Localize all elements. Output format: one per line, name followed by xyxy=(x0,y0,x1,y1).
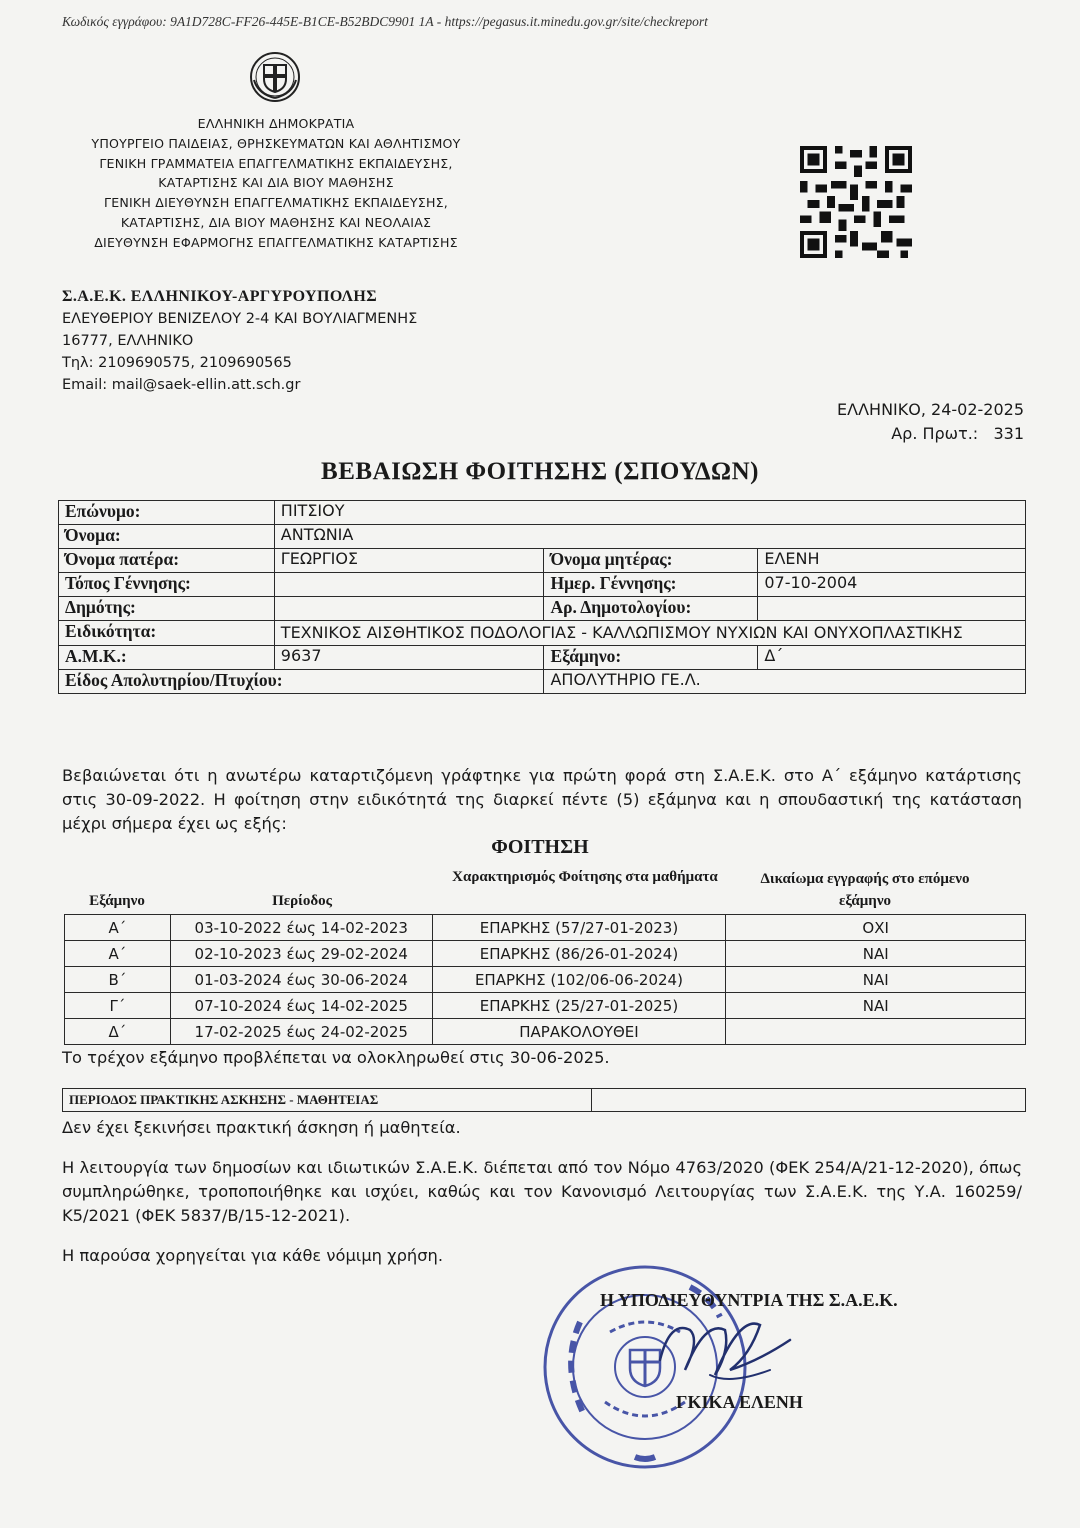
protocol-label: Αρ. Πρωτ.: xyxy=(891,424,979,443)
birthdate-value: 07-10-2004 xyxy=(758,573,1026,597)
name-value: ΑΝΤΩΝΙΑ xyxy=(274,525,1025,549)
row-right: ΟΧΙ xyxy=(726,915,1026,941)
row-semester: Α΄ xyxy=(65,941,171,967)
table-row xyxy=(59,621,1026,646)
ministry-line: ΓΕΝΙΚΗ ΔΙΕΥΘΥΝΣΗ ΕΠΑΓΓΕΛΜΑΤΙΚΗΣ ΕΚΠΑΙΔΕΥΣΗΣ, xyxy=(104,195,448,211)
father-value: ΓΕΩΡΓΙΟΣ xyxy=(274,549,544,573)
school-address: ΕΛΕΥΘΕΡΙΟΥ ΒΕΝΙΖΕΛΟΥ 2-4 ΚΑΙ ΒΟΥΛΙΑΓΜΕΝΗΣ xyxy=(62,311,418,327)
school-email: Email: mail@saek-ellin.att.sch.gr xyxy=(62,377,301,393)
registry-value xyxy=(758,597,1026,621)
table-row xyxy=(63,1089,1026,1112)
row-period: 01-03-2024 έως 30-06-2024 xyxy=(170,967,432,993)
signatory-name: ΓΚΙΚΑ ΕΛΕΝΗ xyxy=(676,1392,803,1412)
father-label: Όνομα πατέρα: xyxy=(59,549,275,573)
table-row xyxy=(59,573,1026,597)
table-row xyxy=(65,967,1026,993)
row-right xyxy=(726,1019,1026,1045)
protocol-number: 331 xyxy=(993,424,1024,443)
practice-heading: ΠΕΡΙΟΔΟΣ ΠΡΑΚΤΙΚΗΣ ΑΣΚΗΣΗΣ - ΜΑΘΗΤΕΙΑΣ xyxy=(63,1089,592,1112)
col-period-header: Περίοδος xyxy=(272,893,332,909)
school-phone: Τηλ: 2109690575, 2109690565 xyxy=(62,355,292,371)
row-period: 07-10-2024 έως 14-02-2025 xyxy=(170,993,432,1019)
attendance-heading: ΦΟΙΤΗΣΗ xyxy=(491,836,589,858)
date-block xyxy=(837,398,1024,446)
amk-value: 9637 xyxy=(274,646,544,670)
signatory-title: Η ΥΠΟΔΙΕΥΘΥΝΤΡΙΑ ΤΗΣ Σ.Α.Ε.Κ. xyxy=(600,1290,898,1310)
protocol-line xyxy=(837,422,1024,446)
school-info xyxy=(62,286,417,396)
document-code: Κωδικός εγγράφου: 9A1D728C-FF26-445E-B1CE-B52BDC9901 1A - https://pegasus.it.minedu.gov.gr/site/checkreport xyxy=(62,14,708,29)
ministry-header xyxy=(52,114,500,253)
table-row xyxy=(65,915,1026,941)
student-info-table xyxy=(58,500,1026,694)
table-row xyxy=(59,646,1026,670)
row-semester: Γ΄ xyxy=(65,993,171,1019)
table-row xyxy=(65,1019,1026,1045)
mother-value: ΕΛΕΝΗ xyxy=(758,549,1026,573)
qr-code-icon[interactable] xyxy=(800,146,912,258)
surname-value: ΠΙΤΣΙΟΥ xyxy=(274,501,1025,525)
birthplace-label: Τόπος Γέννησης: xyxy=(59,573,275,597)
row-status: ΕΠΑΡΚΗΣ (57/27-01-2023) xyxy=(432,915,726,941)
semester-end-note: Το τρέχον εξάμηνο προβλέπεται να ολοκληρωθεί στις 30-06-2025. xyxy=(62,1048,610,1067)
birthdate-label: Ημερ. Γέννησης: xyxy=(544,573,758,597)
table-row xyxy=(59,670,1026,694)
usage-note: Η παρούσα χορηγείται για κάθε νόμιμη χρήση. xyxy=(62,1246,444,1265)
diploma-value: ΑΠΟΛΥΤΗΡΙΟ ΓΕ.Λ. xyxy=(544,670,1026,694)
row-period: 17-02-2025 έως 24-02-2025 xyxy=(170,1019,432,1045)
row-semester: Δ΄ xyxy=(65,1019,171,1045)
registry-label: Αρ. Δημοτολογίου: xyxy=(544,597,758,621)
citizen-label: Δημότης: xyxy=(59,597,275,621)
ministry-line: ΚΑΤΑΡΤΙΣΗΣ, ΔΙΑ ΒΙΟΥ ΜΑΘΗΣΗΣ ΚΑΙ ΝΕΟΛΑΙΑΣ xyxy=(120,214,432,230)
table-row xyxy=(59,549,1026,573)
page-title: ΒΕΒΑΙΩΣΗ ΦΟΙΤΗΣΗΣ (ΣΠΟΥΔΩΝ) xyxy=(321,458,759,485)
row-right: ΝΑΙ xyxy=(726,941,1026,967)
row-status: ΕΠΑΡΚΗΣ (86/26-01-2024) xyxy=(432,941,726,967)
table-row xyxy=(59,525,1026,549)
citizen-value xyxy=(274,597,544,621)
row-status: ΠΑΡΑΚΟΛΟΥΘΕΙ xyxy=(432,1019,726,1045)
row-right: ΝΑΙ xyxy=(726,967,1026,993)
ministry-line: ΔΙΕΥΘΥΝΣΗ ΕΦΑΡΜΟΓΗΣ ΕΠΑΓΓΕΛΜΑΤΙΚΗΣ ΚΑΤΑΡΤΙΣΗΣ xyxy=(94,234,458,250)
row-right: ΝΑΙ xyxy=(726,993,1026,1019)
mother-label: Όνομα μητέρας: xyxy=(544,549,758,573)
certification-paragraph: Βεβαιώνεται ότι η ανωτέρω καταρτιζόμενη γράφτηκε για πρώτη φορά στη Σ.Α.Ε.Κ. στο Α΄ εξάμηνο κατάρτισης στις 30-09-2022. Η φοίτηση στην ειδικότητά της διαρκεί πέντε (5) εξάμηνα και η σπουδαστική της κατάσταση μέχρι σήμερα έχει ως εξής: xyxy=(62,766,1022,833)
col-semester-header: Εξάμηνο xyxy=(89,893,145,909)
specialty-label: Ειδικότητα: xyxy=(59,621,275,646)
practice-table xyxy=(62,1088,1026,1112)
place-date: ΕΛΛΗΝΙΚΟ, 24-02-2025 xyxy=(837,400,1024,419)
name-label: Όνομα: xyxy=(59,525,275,549)
school-name: Σ.Α.Ε.Κ. ΕΛΛΗΝΙΚΟΥ-ΑΡΓΥΡΟΥΠΟΛΗΣ xyxy=(62,288,378,305)
table-row xyxy=(65,941,1026,967)
surname-label: Επώνυμο: xyxy=(59,501,275,525)
ministry-line: ΚΑΤΑΡΤΙΣΗΣ ΚΑΙ ΔΙΑ ΒΙΟΥ ΜΑΘΗΣΗΣ xyxy=(158,175,394,191)
col-status-header: Χαρακτηρισμός Φοίτησης στα μαθήματα xyxy=(452,869,718,885)
table-row xyxy=(65,993,1026,1019)
school-postal: 16777, ΕΛΛΗΝΙΚΟ xyxy=(62,333,194,349)
greek-emblem-icon xyxy=(248,50,302,104)
birthplace-value xyxy=(274,573,544,597)
semester-value: Δ΄ xyxy=(758,646,1026,670)
row-period: 02-10-2023 έως 29-02-2024 xyxy=(170,941,432,967)
ministry-line: ΓΕΝΙΚΗ ΓΡΑΜΜΑΤΕΙΑ ΕΠΑΓΓΕΛΜΑΤΙΚΗΣ ΕΚΠΑΙΔΕΥΣΗΣ, xyxy=(99,155,453,171)
semester-label: Εξάμηνο: xyxy=(544,646,758,670)
col-right-header: Δικαίωμα εγγραφής στο επόμενο εξάμηνο xyxy=(760,871,970,909)
row-period: 03-10-2022 έως 14-02-2023 xyxy=(170,915,432,941)
row-semester: Β΄ xyxy=(65,967,171,993)
ministry-line: ΕΛΛΗΝΙΚΗ ΔΗΜΟΚΡΑΤΙΑ xyxy=(197,116,355,131)
legal-paragraph: Η λειτουργία των δημοσίων και ιδιωτικών Σ.Α.Ε.Κ. διέπεται από τον Νόμο 4763/2020 (ΦΕΚ 254/Α/21-12-2020), όπως συμπληρώθηκε, τροποποιήθηκε και ισχύει, καθώς και τον Κανονισμό Λειτουργίας των Σ.Α.Ε.Κ. της Υ.Α. 160259/Κ5/2021 (ΦΕΚ 5837/Β/15-12-2021). xyxy=(62,1158,1022,1225)
ministry-line: ΥΠΟΥΡΓΕΙΟ ΠΑΙΔΕΙΑΣ, ΘΡΗΣΚΕΥΜΑΤΩΝ ΚΑΙ ΑΘΛΗΤΙΣΜΟΥ xyxy=(91,135,461,151)
diploma-label: Είδος Απολυτηρίου/Πτυχίου: xyxy=(59,670,544,694)
row-status: ΕΠΑΡΚΗΣ (25/27-01-2025) xyxy=(432,993,726,1019)
row-semester: Α΄ xyxy=(65,915,171,941)
row-status: ΕΠΑΡΚΗΣ (102/06-06-2024) xyxy=(432,967,726,993)
table-row xyxy=(59,597,1026,621)
amk-label: Α.Μ.Κ.: xyxy=(59,646,275,670)
table-row xyxy=(59,501,1026,525)
practice-note: Δεν έχει ξεκινήσει πρακτική άσκηση ή μαθητεία. xyxy=(62,1118,461,1137)
specialty-value: ΤΕΧΝΙΚΟΣ ΑΙΣΘΗΤΙΚΟΣ ΠΟΔΟΛΟΓΙΑΣ - ΚΑΛΛΩΠΙΣΜΟΥ ΝΥΧΙΩΝ ΚΑΙ ΟΝΥΧΟΠΛΑΣΤΙΚΗΣ xyxy=(274,621,1025,646)
practice-value xyxy=(592,1089,1026,1112)
attendance-table xyxy=(64,914,1026,1045)
